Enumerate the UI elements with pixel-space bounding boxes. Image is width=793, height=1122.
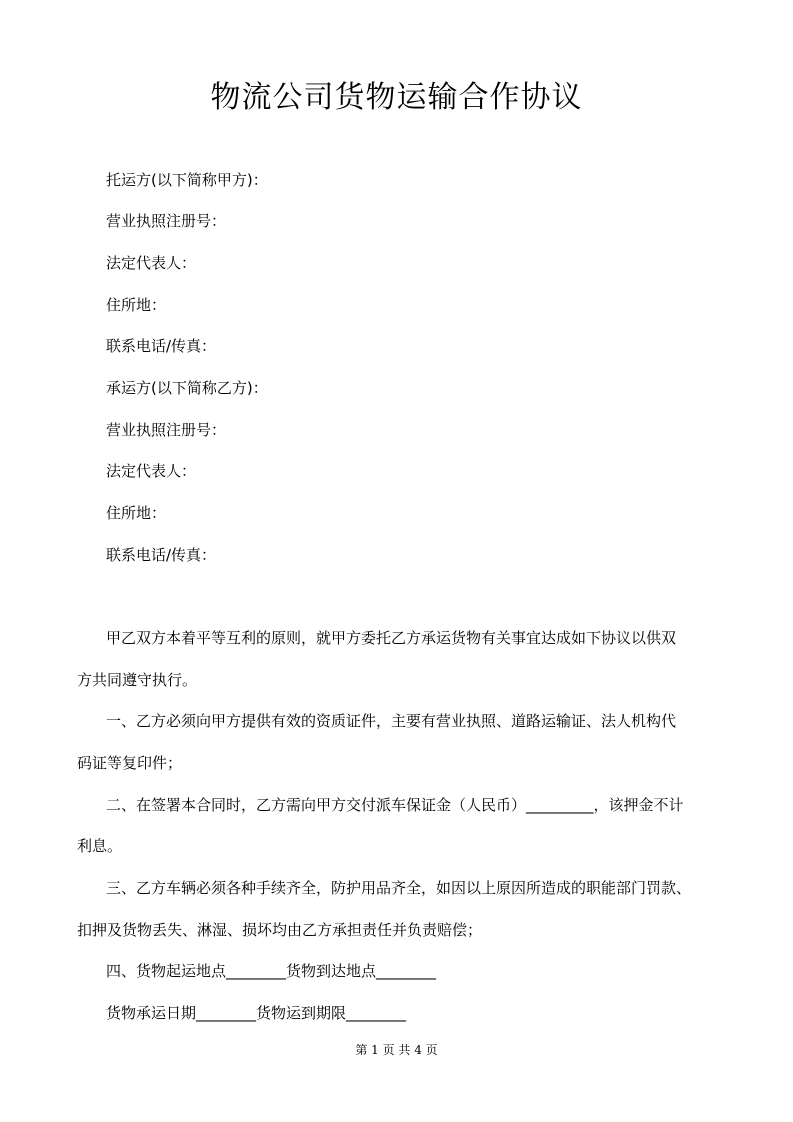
party-a-license: 营业执照注册号： <box>106 212 227 230</box>
clause-1-line-2: 码证等复印件； <box>77 754 183 772</box>
clause-2-line-1: 二、在签署本合同时，乙方需向甲方交付派车保证金（人民币）_________，该押金不计 <box>106 796 684 814</box>
party-b-phone-fax: 联系电话/传真： <box>106 546 217 564</box>
clause-1-line-1: 一、乙方必须向甲方提供有效的资质证件，主要有营业执照、道路运输证、法人机构代 <box>106 712 677 730</box>
party-b-license: 营业执照注册号： <box>106 421 227 439</box>
party-b-legal-rep: 法定代表人： <box>106 462 197 480</box>
clause-3-line-2: 扣押及货物丢失、淋湿、损坏均由乙方承担责任并负责赔偿； <box>77 921 483 939</box>
party-a-address: 住所地： <box>106 296 167 314</box>
document-title: 物流公司货物运输合作协议 <box>210 80 583 115</box>
clause-3-line-1: 三、乙方车辆必须各种手续齐全，防护用品齐全，如因以上原因所造成的职能部门罚款、 <box>106 879 692 897</box>
intro-line-2: 方共同遵守执行。 <box>77 671 198 689</box>
clause-4-line-1: 四、货物起运地点________货物到达地点________ <box>106 962 437 980</box>
page-number-footer: 第 1 页 共 4 页 <box>355 1043 438 1057</box>
party-a-label: 托运方(以下简称甲方)： <box>106 171 268 189</box>
clause-2-line-2: 利息。 <box>77 837 123 855</box>
intro-line-1: 甲乙双方本着平等互利的原则，就甲方委托乙方承运货物有关事宜达成如下协议以供双 <box>106 629 677 647</box>
party-a-phone-fax: 联系电话/传真： <box>106 337 217 355</box>
party-b-address: 住所地： <box>106 504 167 522</box>
party-a-legal-rep: 法定代表人： <box>106 254 197 272</box>
party-b-label: 承运方(以下简称乙方)： <box>106 379 268 397</box>
clause-4-line-2: 货物承运日期________货物运到期限________ <box>106 1004 407 1022</box>
